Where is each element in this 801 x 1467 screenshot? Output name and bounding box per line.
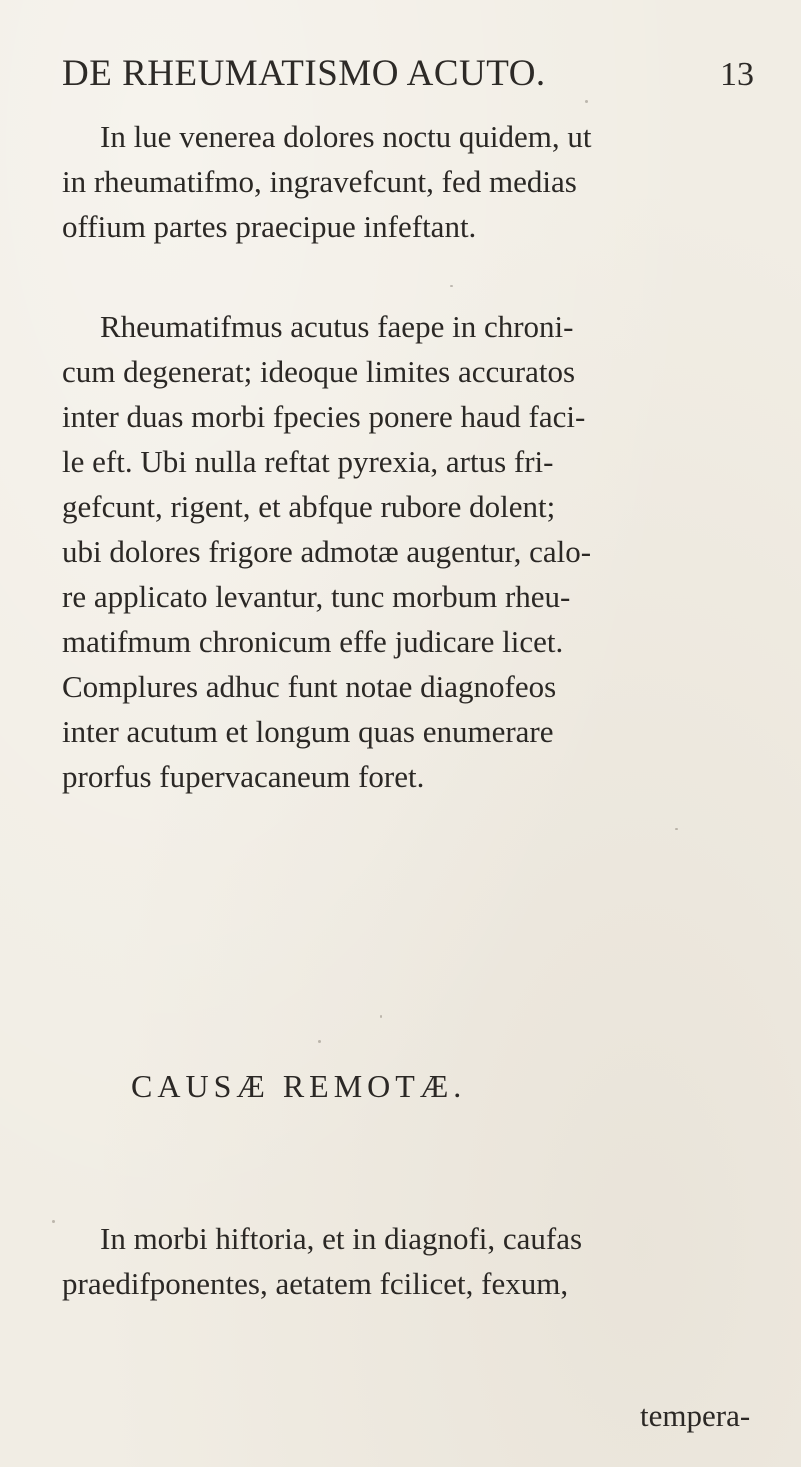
text-line: Complures adhuc funt notae diagnofeos bbox=[62, 669, 557, 704]
text-line: In lue venerea dolores noctu quidem, ut bbox=[100, 119, 592, 154]
page-number: 13 bbox=[720, 56, 754, 93]
text-line: In morbi hiftoria, et in diagnofi, caufas bbox=[100, 1221, 583, 1256]
text-line: gefcunt, rigent, et abfque rubore dolent; bbox=[62, 489, 556, 524]
paper-speck bbox=[318, 1040, 321, 1043]
paper-speck bbox=[52, 1220, 55, 1223]
paragraph-rheumatismus-chronicus bbox=[62, 304, 752, 799]
paragraph-lue-venerea bbox=[62, 114, 752, 249]
text-line: Rheumatifmus acutus faepe in chroni- bbox=[100, 309, 574, 344]
text-line: inter duas morbi fpecies ponere haud faci- bbox=[62, 399, 586, 434]
text-line: inter acutum et longum quas enumerare bbox=[62, 714, 554, 749]
paper-speck bbox=[450, 285, 453, 287]
text-line: in rheumatifmo, ingravefcunt, fed medias bbox=[62, 164, 577, 199]
text-line: offium partes praecipue infeftant. bbox=[62, 209, 477, 244]
paragraph-morbi-historia bbox=[62, 1216, 752, 1306]
text-line: ubi dolores frigore admotæ augentur, calo- bbox=[62, 534, 592, 569]
paper-speck bbox=[380, 1015, 382, 1018]
text-line: re applicato levantur, tunc morbum rheu- bbox=[62, 579, 571, 614]
text-line: cum degenerat; ideoque limites accuratos bbox=[62, 354, 576, 389]
catchword: tempera- bbox=[640, 1398, 751, 1433]
paper-speck bbox=[585, 100, 588, 103]
paper-speck bbox=[675, 828, 678, 830]
text-line: praedifponentes, aetatem fcilicet, fexum, bbox=[62, 1266, 569, 1301]
running-head bbox=[62, 52, 762, 102]
text-line: le eft. Ubi nulla reftat pyrexia, artus fri- bbox=[62, 444, 554, 479]
text-line: matifmum chronicum effe judicare licet. bbox=[62, 624, 564, 659]
text-line: prorfus fupervacaneum foret. bbox=[62, 759, 425, 794]
running-title: DE RHEUMATISMO ACUTO. bbox=[62, 53, 546, 94]
section-heading: CAUSÆ REMOTÆ. bbox=[131, 1068, 467, 1104]
